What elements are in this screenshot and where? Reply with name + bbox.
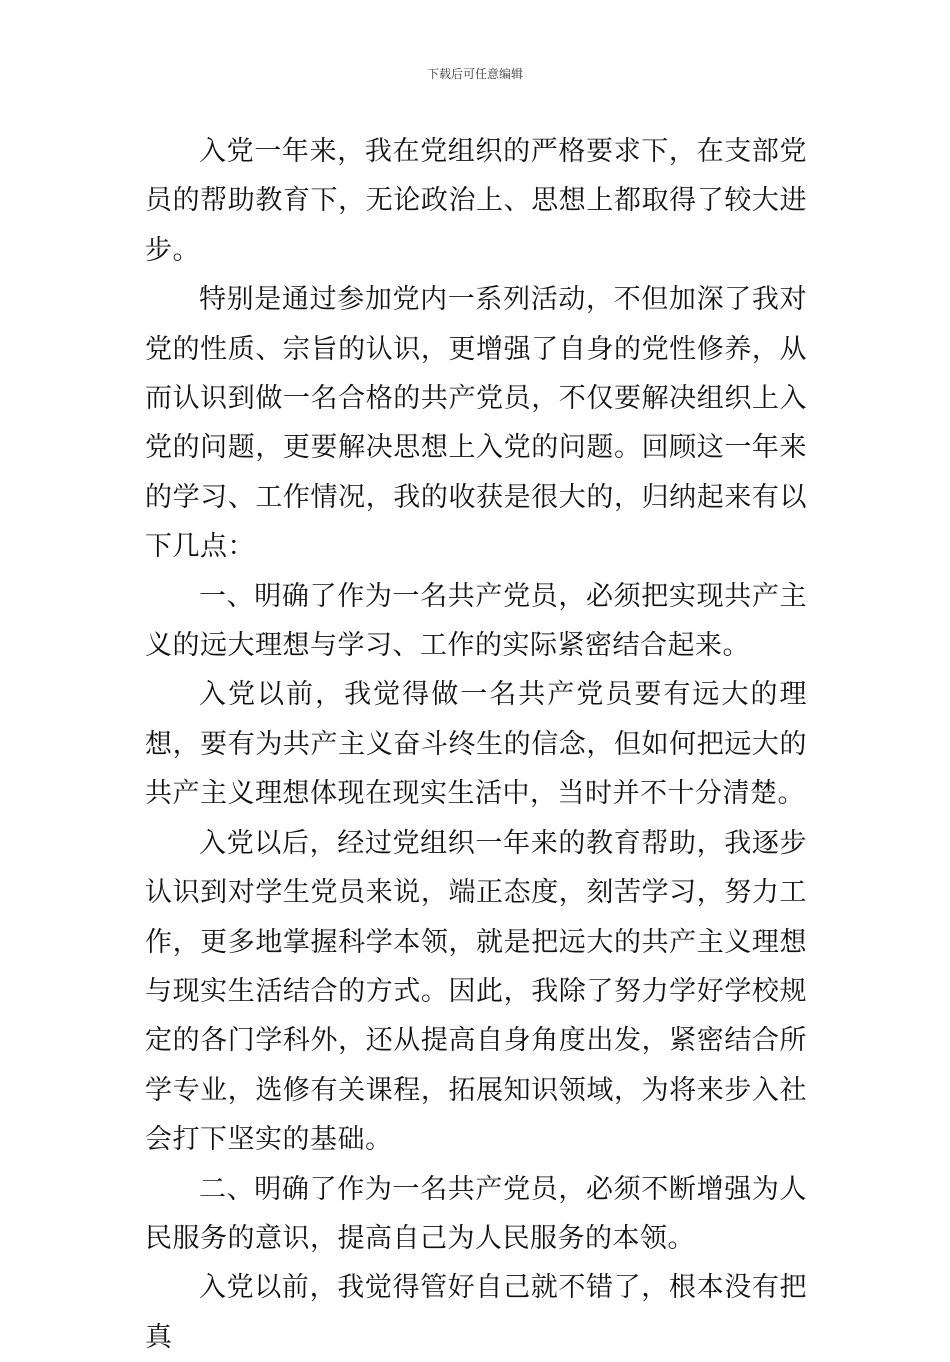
paragraph: 入党以前，我觉得做一名共产党员要有远大的理想，要有为共产主义奋斗终生的信念，但如何把远大的共产主义理想体现在现实生活中，当时并不十分清楚。 [145, 679, 807, 810]
paragraph: 入党以后，经过党组织一年来的教育帮助，我逐步认识到对学生党员来说，端正态度，刻苦学习，努力工作，更多地掌握科学本领，就是把远大的共产主义理想与现实生活结合的方式。因此，我除了努力学好学校规定的各门学科外，还从提高自身角度出发，紧密结合所学专业，选修有关课程，拓展知识领域，为将来步入社会打下坚实的基础。 [145, 827, 807, 1156]
paragraph: 特别是通过参加党内一系列活动，不但加深了我对党的性质、宗旨的认识，更增强了自身的党性修养，从而认识到做一名合格的共产党员，不仅要解决组织上入党的问题，更要解决思想上入党的问题。回顾这一年来的学习、工作情况，我的收获是很大的，归纳起来有以下几点： [145, 284, 807, 563]
paragraph: 入党以前，我觉得管好自己就不错了，根本没有把真 [145, 1272, 807, 1353]
section-heading-one: 一、明确了作为一名共产党员，必须把实现共产主义的远大理想与学习、工作的实际紧密结合起来。 [145, 580, 807, 662]
page-header: 下载后可任意编辑 [426, 67, 523, 81]
section-heading-two: 二、明确了作为一名共产党员，必须不断增强为人民服务的意识，提高自己为人民服务的本领。 [145, 1173, 807, 1254]
paragraph: 入党一年来，我在党组织的严格要求下，在支部党员的帮助教育下，无论政治上、思想上都取得了较大进步。 [145, 136, 807, 266]
document-body [145, 127, 807, 1362]
